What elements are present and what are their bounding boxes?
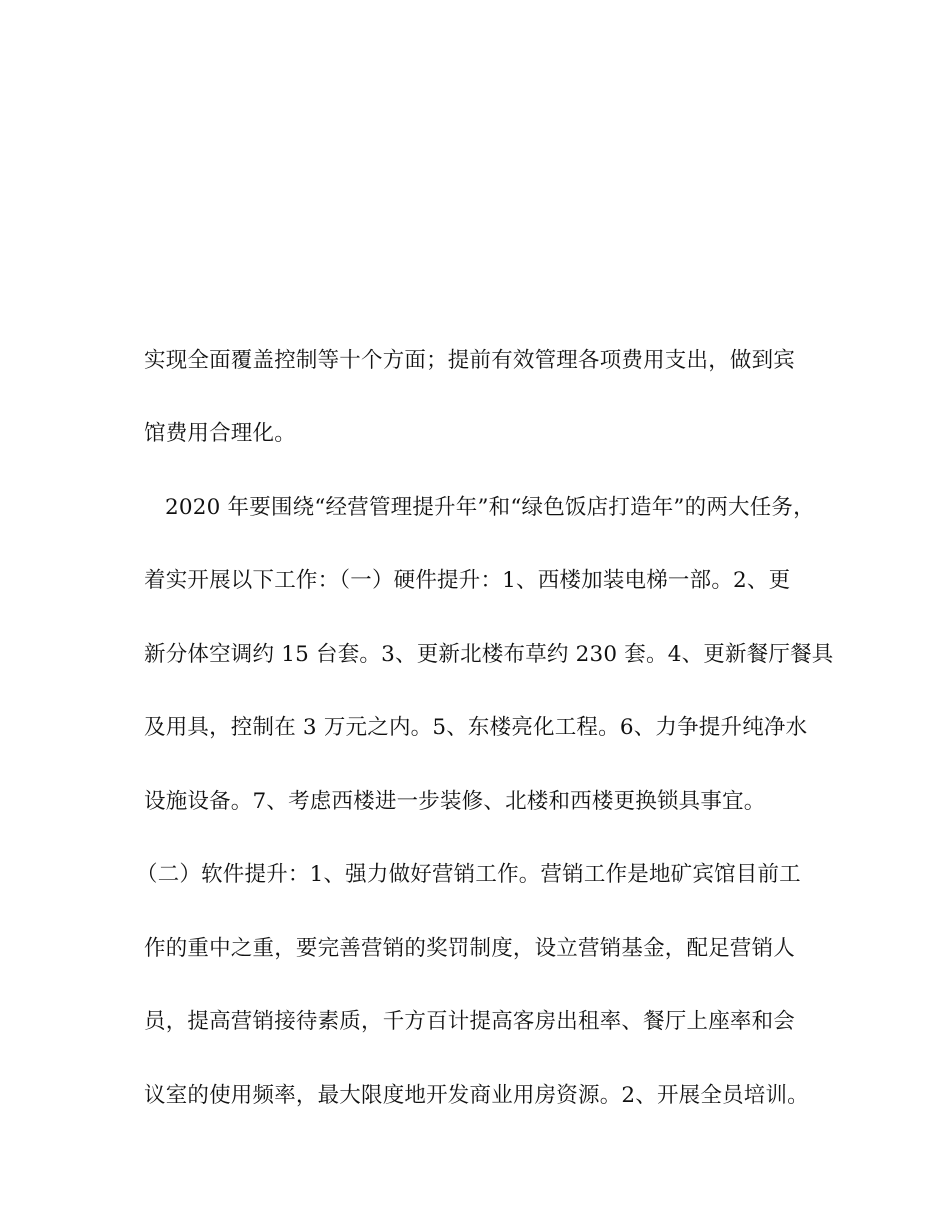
text-line: 实现全面覆盖控制等十个方面；提前有效管理各项费用支出，做到宾	[144, 348, 796, 373]
text-line: 作的重中之重，要完善营销的奖罚制度，设立营销基金，配足营销人	[144, 936, 796, 961]
text-line: 员，提高营销接待素质，千方百计提高客房出租率、餐厅上座率和会	[144, 1009, 796, 1034]
text-line: 着实开展以下工作：（一）硬件提升：1、西楼加装电梯一部。2、更	[144, 568, 791, 593]
text-line: 馆费用合理化。	[144, 421, 296, 446]
text-line: 设施设备。7、考虑西楼进一步装修、北楼和西楼更换锁具事宜。	[144, 789, 766, 814]
text-line: 议室的使用频率，最大限度地开发商业用房资源。2、开展全员培训。	[144, 1083, 809, 1108]
paragraph-start-line: 2020 年要围绕“经营管理提升年”和“绿色饭店打造年”的两大任务，	[165, 495, 815, 520]
text-line: 及用具，控制在 3 万元之内。5、东楼亮化工程。6、力争提升纯净水	[144, 715, 808, 740]
section-start-line: （二）软件提升：1、强力做好营销工作。营销工作是地矿宾馆目前工	[136, 862, 801, 887]
text-line: 新分体空调约 15 台套。3、更新北楼布草约 230 套。4、更新餐厅餐具	[144, 642, 834, 667]
